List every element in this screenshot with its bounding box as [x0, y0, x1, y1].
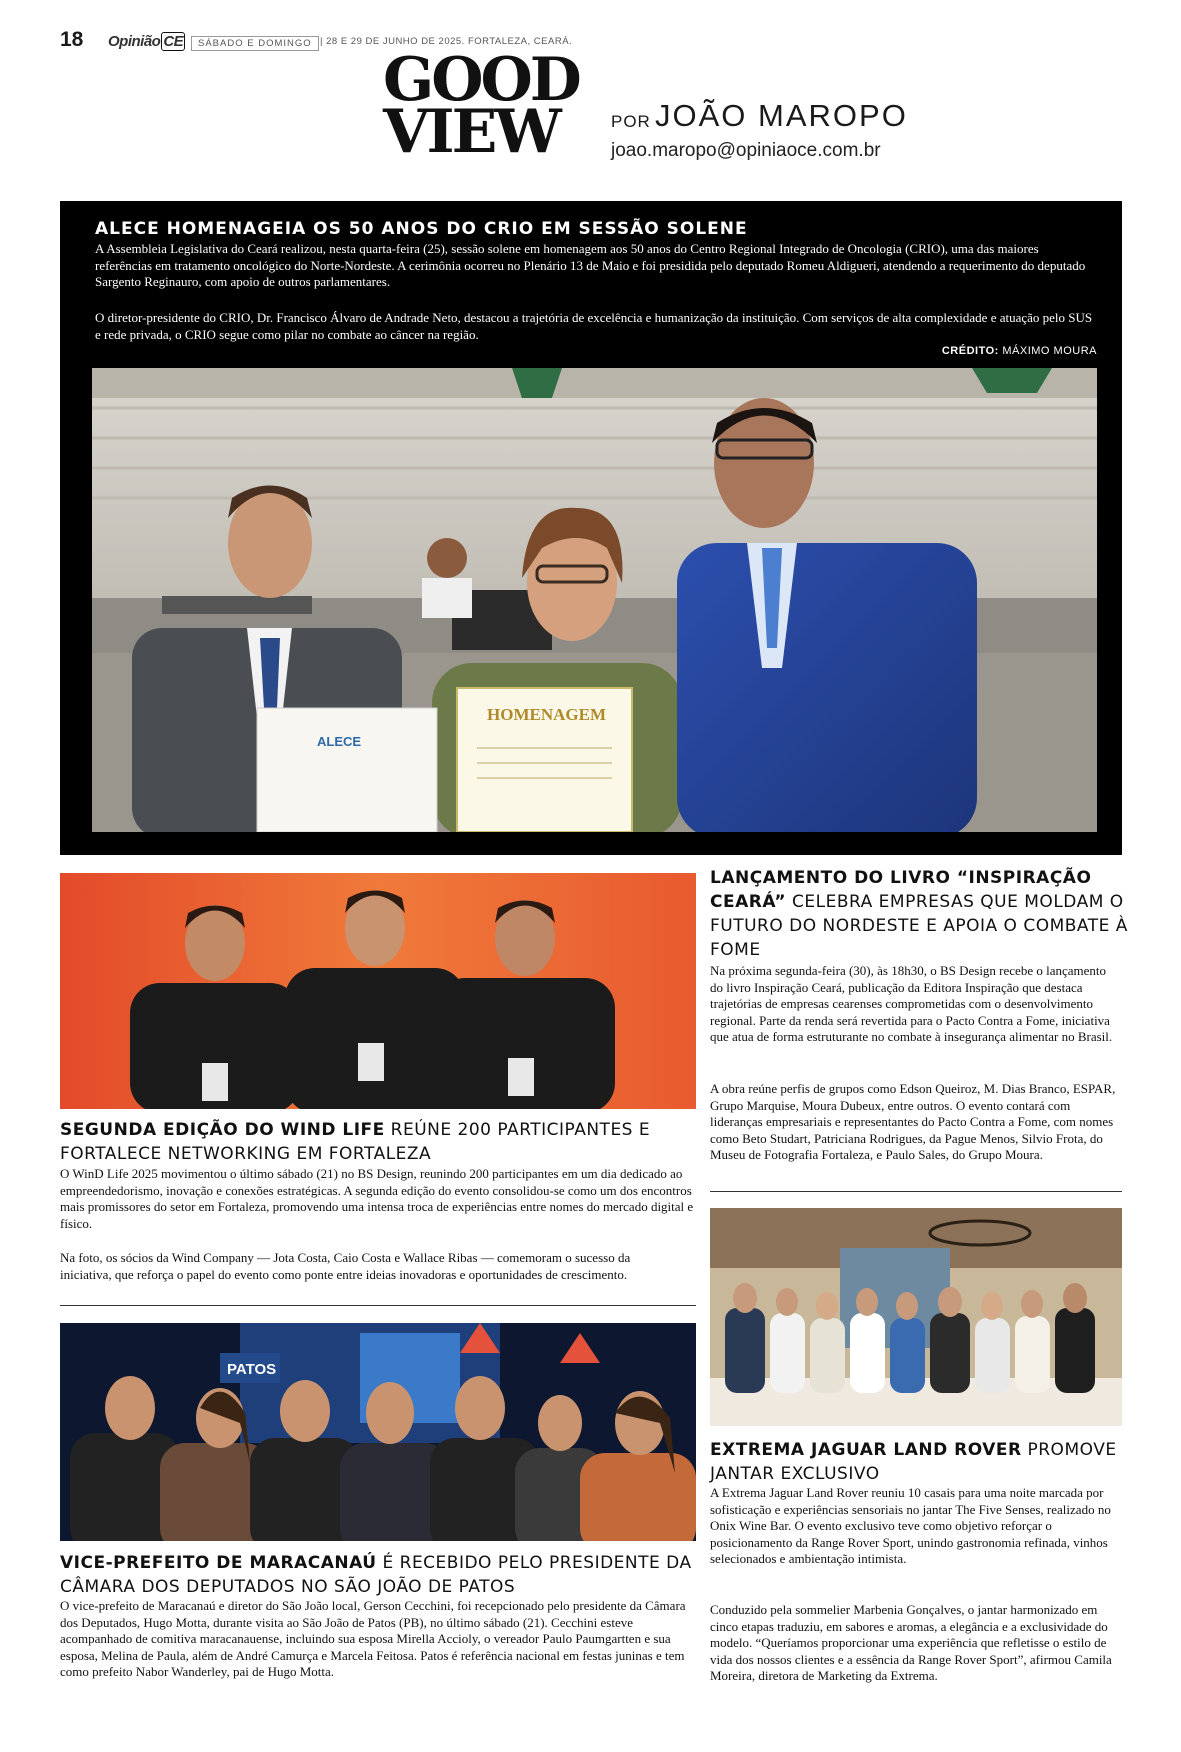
divider: [60, 1305, 696, 1306]
plaque-left-text: ALECE: [317, 734, 362, 749]
page-number: 18: [60, 28, 84, 51]
patos-sign-text: PATOS: [227, 1361, 277, 1378]
jaguar-title: [710, 1438, 1130, 1486]
jaguar-title-rest: PROMOVE JANTAR EXCLUSIVO: [710, 1440, 1117, 1484]
windlife-paragraph-2: Na foto, os sócios da Wind Company — Jota Costa, Caio Costa e Wallace Ribas — comemoram o sucesso da iniciativa, que reforça o papel do evento como ponte entre ideias inovadoras e oportunidades de crescimento.: [60, 1250, 631, 1282]
livro-paragraph-2: A obra reúne perfis de grupos como Edson Queiroz, M. Dias Branco, ESPAR, Grupo Marquise, Moura Dubeux, entre outros. O evento contará com lideranças empresariais e representantes do Pacto Contra a Fome, com nomes como Beto Studart, Patriciana Rodrigues, da Pague Menos, Silvio Frota, do Museu de Fotografia Fortaleza, e Paulo Sales, do Grupo Moura.: [710, 1081, 1116, 1162]
livro-title-bold: LANÇAMENTO DO LIVRO “INSPIRAÇÃO CEARÁ”: [710, 868, 1092, 912]
livro-paragraph-1: Na próxima segunda-feira (30), às 18h30, o BS Design recebe o lançamento do livro Inspiração Ceará, publicação da Editora Inspiração que destaca trajetórias de empresas cearenses comprometidas com o desenvolvimento regional. Parte da renda será revertida para o Pacto Contra a Fome, iniciativa que atua de forma estruturante no combate à insegurança alimentar no Brasil.: [710, 963, 1113, 1044]
livro-title-rest: CELEBRA EMPRESAS QUE MOLDAM O FUTURO DO NORDESTE E APOIA O COMBATE À FOME: [710, 892, 1128, 960]
feature-paragraph-1: A Assembleia Legislativa do Ceará realizou, nesta quarta-feira (25), sessão solene em homenagem aos 50 anos do Centro Regional Integrado de Oncologia (CRIO), uma das maiores referências em tratamento oncológico do Norte-Nordeste. A cerimônia ocorreu no Plenário 13 de Maio e foi presidida pelo deputado Romeu Aldigueri, atendendo a requerimento do deputado Sargento Reginauro, com apoio de outros parlamentares.: [95, 241, 1086, 289]
photo-credit: [942, 345, 1097, 357]
feature-title: ALECE HOMENAGEIA OS 50 ANOS DO CRIO EM SESSÃO SOLENE: [95, 219, 748, 239]
jaguar-photo: [710, 1208, 1122, 1426]
credit-label: CRÉDITO:: [941, 345, 999, 357]
livro-title: [710, 866, 1130, 962]
maracanau-photo-image: [60, 1323, 696, 1541]
maracanau-photo: [60, 1323, 696, 1541]
feature-paragraph-2: O diretor-presidente do CRIO, Dr. Francisco Álvaro de Andrade Neto, destacou a trajetória de excelência e humanização da instituição. Com serviços de alta complexidade e atuação pelo SUS e rede privada, o CRIO segue como pilar no combate ao câncer na região.: [95, 310, 1093, 342]
brand-main: Opinião: [108, 33, 161, 50]
feature-photo-image: [92, 368, 1097, 832]
author-email[interactable]: joao.maropo@opiniaoce.com.br: [611, 140, 881, 161]
windlife-photo: [60, 873, 696, 1109]
column-logo: [383, 45, 579, 167]
windlife-paragraph-1: O WinD Life 2025 movimentou o último sábado (21) no BS Design, reunindo 200 participantes em um dia dedicado ao empreendedorismo, inovação e conexões estratégicas. A segunda edição do evento consolidou-se como um dos encontros mais promissores do setor em Fortaleza, promovendo uma intensa troca de experiências entre nomes do mercado digital e físico.: [60, 1166, 694, 1231]
edition-day: SÁBADO E DOMINGO: [191, 36, 319, 51]
author-name: JOÃO MAROPO: [655, 98, 908, 133]
maracanau-title-rest: É RECEBIDO PELO PRESIDENTE DA CÂMARA DOS DEPUTADOS NO SÃO JOÃO DE PATOS: [60, 1553, 692, 1597]
windlife-photo-image: [60, 873, 696, 1109]
dateline: | 28 E 29 DE JUNHO DE 2025. FORTALEZA, CEARÁ.: [320, 36, 573, 47]
feature-photo: [92, 368, 1097, 832]
windlife-title-rest: REÚNE 200 PARTICIPANTES E FORTALECE NETWORKING EM FORTALEZA: [60, 1120, 651, 1164]
maracanau-title: [60, 1551, 696, 1599]
jaguar-paragraph-1: A Extrema Jaguar Land Rover reuniu 10 casais para uma noite marcada por sofisticação e experiências sensoriais no jantar The Five Senses, realizado no Onix Wine Bar. O evento exclusivo teve como objetivo reforçar o posicionamento da Range Rover Sport, unindo gastronomia refinada, vinhos selecionados e ambientação intimista.: [710, 1485, 1111, 1566]
brand-suffix: CE: [163, 33, 184, 50]
divider: [710, 1191, 1122, 1192]
jaguar-paragraph-2: Conduzido pela sommelier Marbenia Gonçalves, o jantar harmonizado em cinco etapas traduziu, em sabores e aromas, a elegância e a exclusividade do modelo. “Queríamos proporcionar uma experiência que refletisse o estilo de vida dos nossos clientes e a essência da Range Rover Sport”, afirmou Camila Moreira, diretora de Marketing da Extrema.: [710, 1602, 1112, 1683]
plaque-right-text: HOMENAGEM: [487, 705, 606, 724]
windlife-title: [60, 1118, 696, 1166]
maracanau-paragraph-1: O vice-prefeito de Maracanaú e diretor do São João local, Gerson Cecchini, foi recepcionado pelo presidente da Câmara dos Deputados, Hugo Motta, durante visita ao São João de Patos (PB), no último sábado (21). Cecchini esteve acompanhado de comitiva maracanauense, incluindo sua esposa Mirella Accioly, o vereador Paulo Paumgartten e sua esposa, Melina de Paula, além de André Camurça e Marcela Feitosa. Patos é referência nacional em festas juninas e tem como prefeito Nabor Wanderley, pai de Hugo Motta.: [60, 1598, 686, 1679]
credit-name: MÁXIMO MOURA: [1002, 345, 1097, 357]
windlife-title-bold: SEGUNDA EDIÇÃO DO WIND LIFE: [60, 1120, 385, 1140]
brand-logo: [108, 33, 185, 50]
byline-prefix: POR: [611, 112, 651, 131]
jaguar-photo-image: [710, 1208, 1122, 1426]
maracanau-title-bold: VICE-PREFEITO DE MARACANAÚ: [60, 1553, 377, 1573]
jaguar-title-bold: EXTREMA JAGUAR LAND ROVER: [710, 1440, 1022, 1460]
column-logo-line2: VIEW: [383, 97, 559, 167]
column-logo-line1: GOOD: [383, 45, 579, 115]
